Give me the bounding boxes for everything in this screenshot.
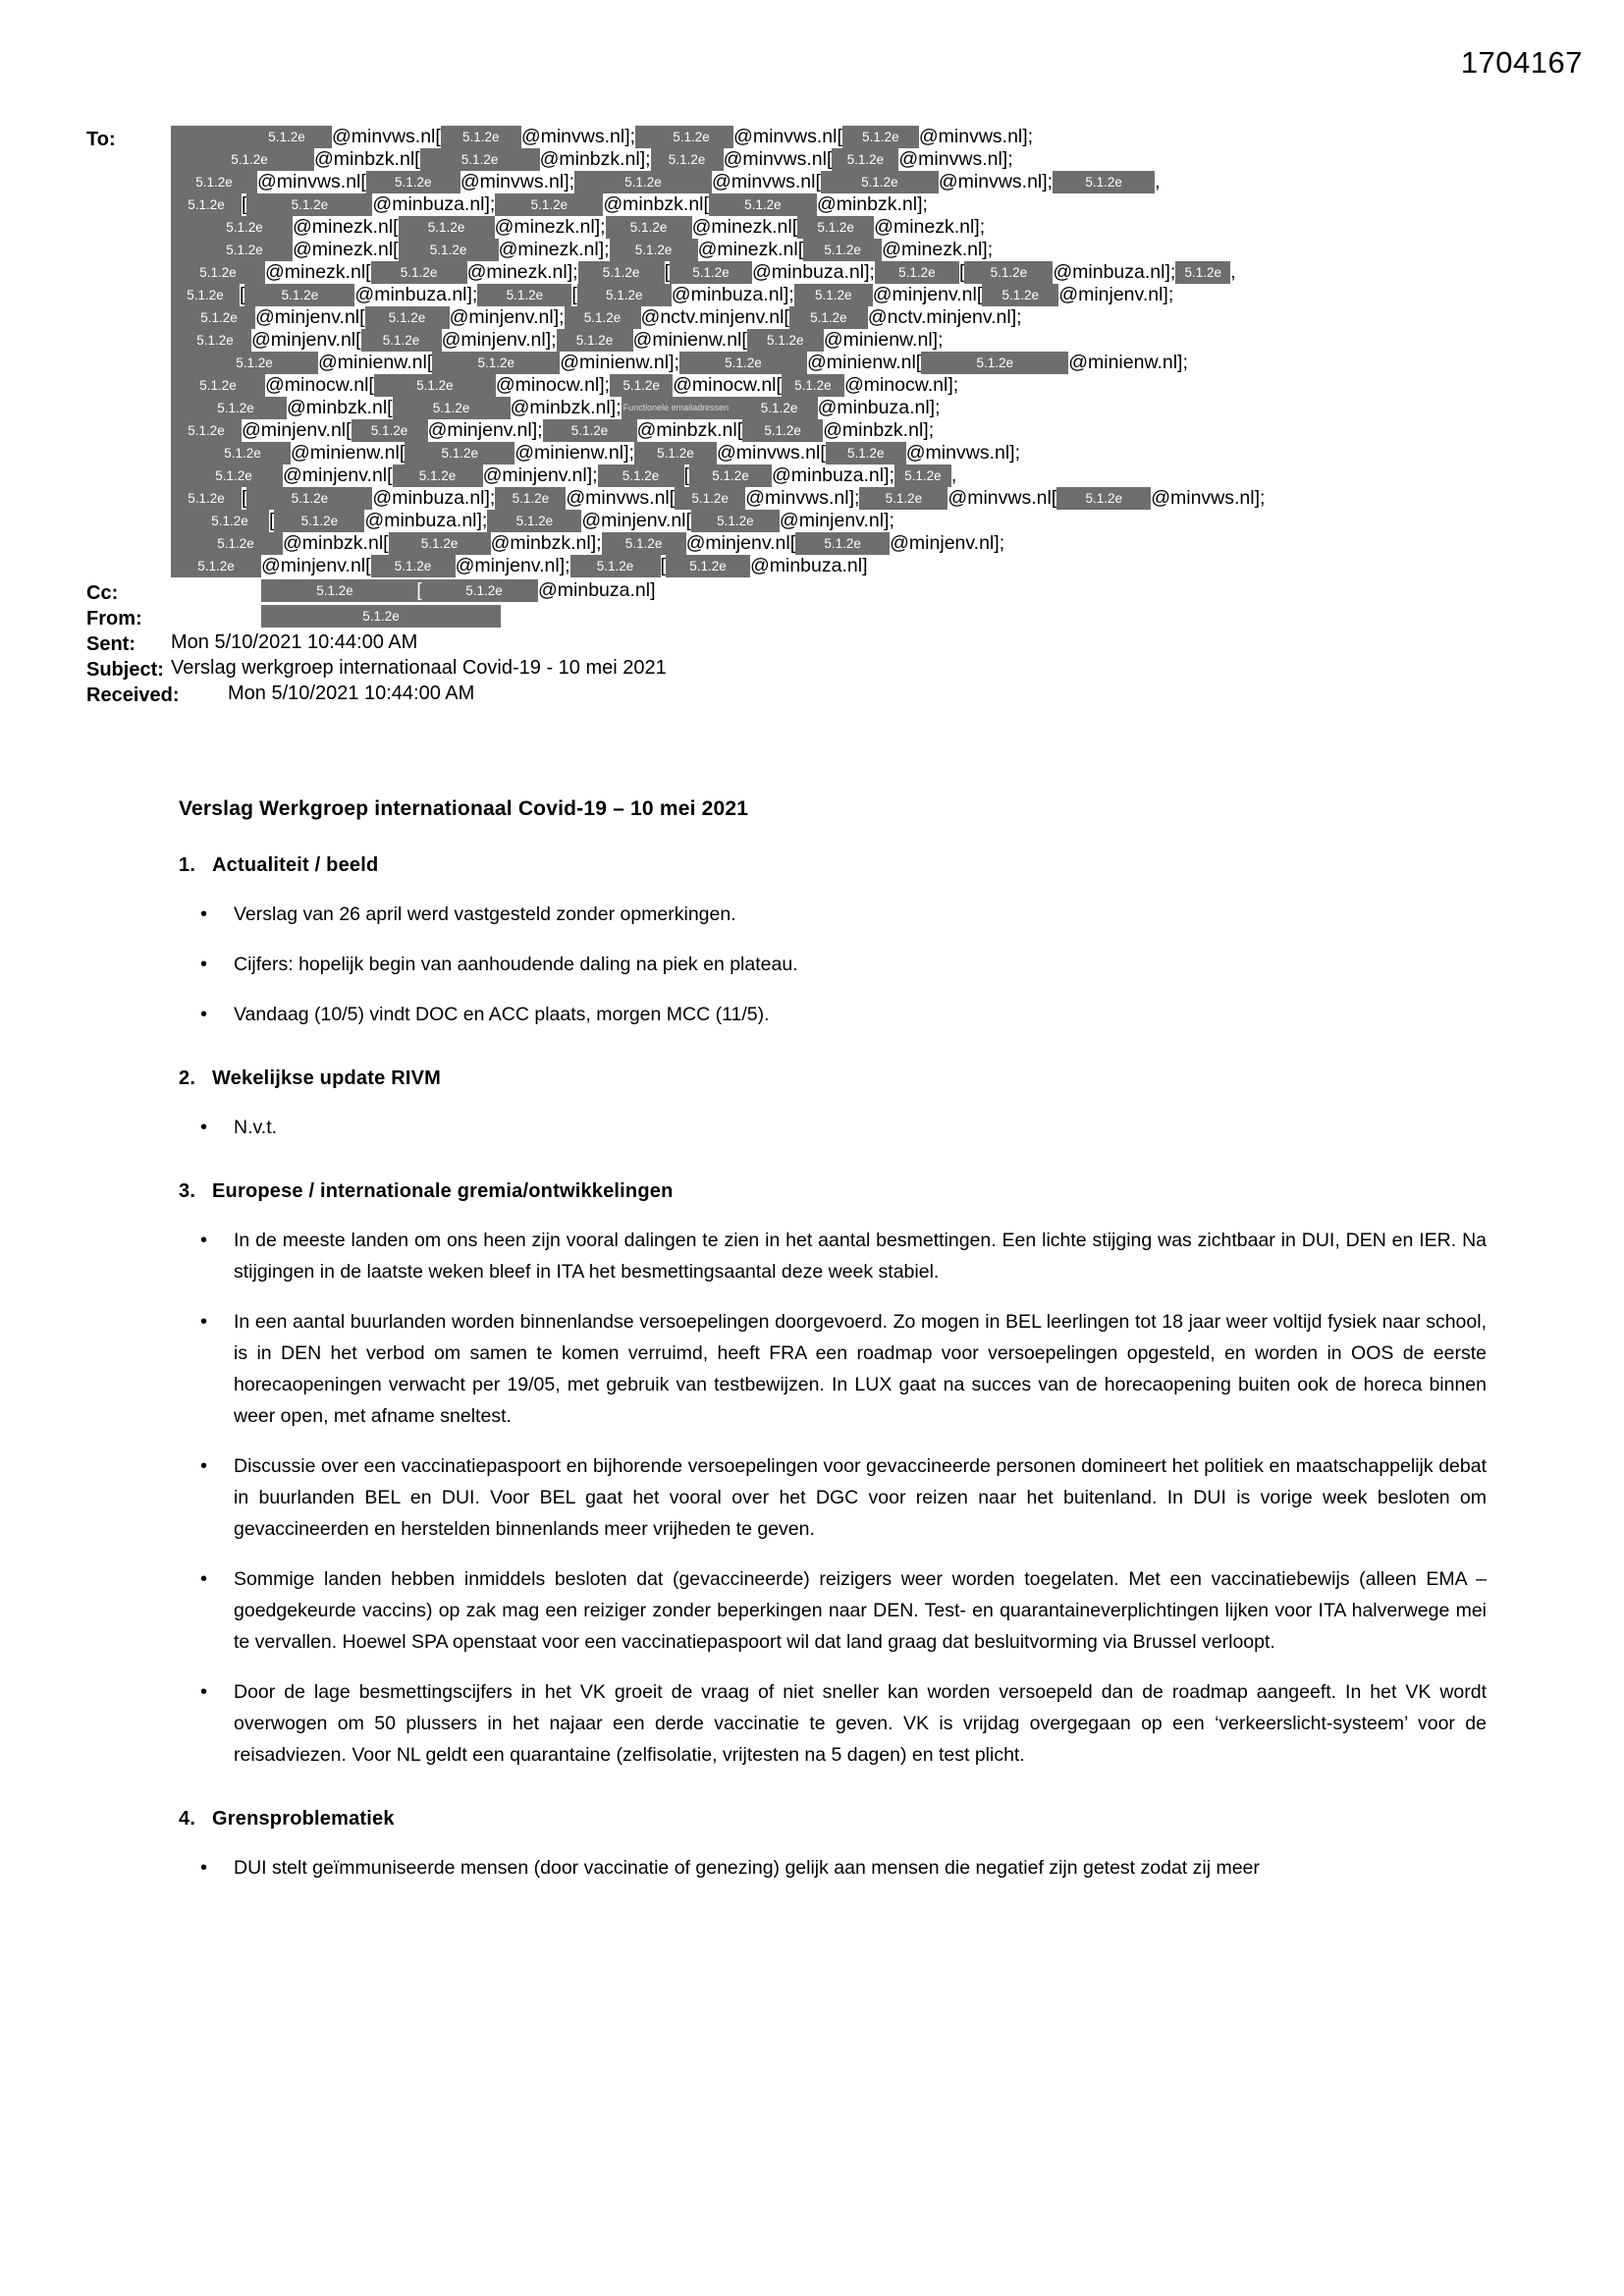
recipient-line <box>171 306 1624 329</box>
from-value <box>171 605 1579 629</box>
received-label: Received: <box>86 684 180 706</box>
recipient-domain: @minvws.nl]; <box>918 126 1034 147</box>
redaction-block: 5.1.2e <box>598 465 684 487</box>
recipient-line <box>171 487 1624 510</box>
cc-label: Cc: <box>86 582 119 604</box>
to-row <box>86 126 1579 577</box>
sent-value: Mon 5/10/2021 10:44:00 AM <box>171 631 418 653</box>
redaction-block: 5.1.2e <box>393 397 511 419</box>
redaction-block: 5.1.2e <box>171 374 265 397</box>
redaction-block: 5.1.2e <box>190 352 318 374</box>
recipient-domain: [ <box>660 555 666 576</box>
redaction-block: 5.1.2e <box>185 148 314 171</box>
redaction-block: 5.1.2e <box>361 329 442 352</box>
recipient-domain: @minbuza.nl]; <box>354 284 478 305</box>
recipient-domain: @nctv.minjenv.nl]; <box>867 306 1022 328</box>
recipient-domain: @minvws.nl]; <box>905 442 1020 464</box>
recipient-domain: @minocw.nl[ <box>673 374 782 396</box>
section <box>179 1067 1487 1143</box>
bullet-list <box>179 1225 1487 1771</box>
recipient-line <box>171 239 1624 261</box>
recipient-domain: @minbuza.nl]; <box>1053 261 1176 283</box>
recipient-domain: @minjenv.nl[ <box>251 329 361 351</box>
recipient-domain: @minvws.nl]; <box>938 171 1054 192</box>
recipient-domain: @minbzk.nl]; <box>823 419 935 441</box>
recipient-domain: @minbuza.nl]; <box>771 465 894 486</box>
page-title: Verslag Werkgroep internationaal Covid-19 – 10 mei 2021 <box>179 797 749 820</box>
redaction-block: 5.1.2e <box>859 487 947 510</box>
redaction-block: 5.1.2e <box>875 261 959 284</box>
recipient-domain: @minjenv.nl[ <box>255 306 365 328</box>
section-title: Wekelijkse update RIVM <box>212 1067 441 1089</box>
recipient-domain: @minezk.nl[ <box>293 216 399 238</box>
redaction-block: 5.1.2e <box>894 465 951 487</box>
bullet-item: • In een aantal buurlanden worden binnenlandse versoepelingen doorgevoerd. Zo mogen in BEL leerlingen tot 18 jaar weer voltijd fysiek naar school, is in DEN het verbod om samen te komen verruimd, heeft FRA een roadmap voor versoepelingen opgesteld, en worden in OOS de eerste horecaopeningen verwacht per 19/05, met gebruik van testbewijzen. In LUX gaat na succes van de horecaopening buiten ook de horeca binnen weer open, met afname sneltest. <box>179 1306 1487 1432</box>
recipient-line <box>171 442 1624 465</box>
redaction-block: 5.1.2e <box>171 419 242 442</box>
recipient-domain: @minjenv.nl[ <box>685 532 796 554</box>
redaction-block: 5.1.2e <box>171 193 242 216</box>
redaction-block: 5.1.2e <box>826 442 906 465</box>
redaction-block: 5.1.2e <box>842 126 919 148</box>
bullet-item: • Vandaag (10/5) vindt DOC en ACC plaats, morgen MCC (11/5). <box>179 999 1487 1030</box>
redaction-block: 5.1.2e <box>670 261 752 284</box>
redaction-block: 5.1.2e <box>1056 487 1151 510</box>
cc-domain: @minbuza.nl] <box>538 579 656 601</box>
recipient-line <box>171 193 1624 216</box>
recipient-domain: @minjenv.nl]; <box>1058 284 1174 305</box>
redaction-block: 5.1.2e <box>649 126 733 148</box>
recipient-domain: @minezk.nl]; <box>466 261 578 283</box>
redaction-block: 5.1.2e <box>389 532 491 555</box>
redaction-block: 5.1.2e <box>244 284 354 306</box>
redaction-fill <box>171 510 190 532</box>
recipient-domain: @minienw.nl[ <box>291 442 406 464</box>
section <box>179 1808 1487 1884</box>
recipient-domain: @minvws.nl[ <box>712 171 821 192</box>
bullet-item: • In de meeste landen om ons heen zijn vooral dalingen te zien in het aantal besmettingen. Een lichte stijging was zichtbaar in DUI, DEN en IER. Na stijgingen in de laatste weken bleef in ITA het besmettingsaantal deze week stabiel. <box>179 1225 1487 1287</box>
redaction-block: 5.1.2e <box>832 148 898 171</box>
redaction-block: 5.1.2e <box>352 419 428 442</box>
recipient-domain: @minbzk.nl[ <box>636 419 743 441</box>
from-label: From: <box>86 608 142 629</box>
redaction-block: 5.1.2e <box>709 193 817 216</box>
redaction-block: 5.1.2e <box>565 306 641 329</box>
recipient-domain: @minjenv.nl[ <box>283 465 393 486</box>
recipient-line <box>171 532 1624 555</box>
redaction-block: 5.1.2e <box>185 397 287 419</box>
redaction-block: 5.1.2e <box>495 193 603 216</box>
received-row <box>86 682 1579 707</box>
redaction-block: 5.1.2e <box>606 216 692 239</box>
redaction-block: 5.1.2e <box>794 284 873 306</box>
redaction-block: 5.1.2e <box>803 239 882 261</box>
redaction-block: 5.1.2e <box>543 419 637 442</box>
to-recipients-redacted <box>171 126 1624 577</box>
section-title: Actualiteit / beeld <box>212 854 379 876</box>
subject-label: Subject: <box>86 659 164 681</box>
redaction-block: 5.1.2e <box>797 216 874 239</box>
redaction-block: 5.1.2e <box>242 126 332 148</box>
recipient-domain: @minezk.nl]; <box>494 216 606 238</box>
recipient-domain: @minienw.nl[ <box>632 329 747 351</box>
section-title: Grensproblematiek <box>212 1808 395 1830</box>
recipient-line <box>171 555 1624 577</box>
redaction-block: 5.1.2e <box>246 487 372 510</box>
section <box>179 854 1487 1030</box>
recipient-domain: @nctv.minjenv.nl[ <box>640 306 789 328</box>
recipient-domain: @minocw.nl]; <box>843 374 959 396</box>
recipient-line <box>171 352 1624 374</box>
redaction-block: 5.1.2e <box>196 216 293 239</box>
redaction-block: 5.1.2e <box>602 532 686 555</box>
redaction-fill <box>171 397 185 419</box>
bullet-item: • DUI stelt geïmmuniseerde mensen (door vaccinatie of genezing) gelijk aan mensen die negatief zijn getest zodat zij meer <box>179 1852 1487 1884</box>
section-title: Europese / internationale gremia/ontwikkelingen <box>212 1180 674 1202</box>
recipient-domain: @minjenv.nl]; <box>890 532 1005 554</box>
redaction-block: 5.1.2e <box>574 171 712 193</box>
redaction-block: 5.1.2e <box>1175 261 1230 284</box>
received-value: Mon 5/10/2021 10:44:00 AM <box>228 683 475 704</box>
section-heading <box>179 1180 1487 1203</box>
recipient-domain: @minienw.nl]; <box>514 442 634 464</box>
redaction-block: 5.1.2e <box>430 579 538 602</box>
recipient-domain: @minjenv.nl]; <box>455 555 570 576</box>
redaction-block: 5.1.2e <box>374 374 496 397</box>
recipient-domain: @minezk.nl[ <box>265 261 371 283</box>
recipient-domain: @minvws.nl[ <box>723 148 833 170</box>
to-label: To: <box>86 129 116 150</box>
recipient-domain: @minienw.nl[ <box>806 352 922 373</box>
recipient-domain: @minvws.nl[ <box>947 487 1057 509</box>
recipient-domain: @minvws.nl[ <box>332 126 441 147</box>
redaction-block: 5.1.2e <box>666 555 750 577</box>
recipient-domain: [ <box>683 465 689 486</box>
recipient-domain: @minbzk.nl[ <box>314 148 420 170</box>
recipient-line <box>171 329 1624 352</box>
recipient-domain: @minvws.nl]; <box>898 148 1013 170</box>
document-body <box>179 797 1487 1921</box>
recipient-domain: @minvws.nl]; <box>1151 487 1266 509</box>
redaction-block: 5.1.2e <box>246 193 372 216</box>
recipient-line <box>171 171 1624 193</box>
recipient-domain: @minienw.nl]; <box>1068 352 1188 373</box>
recipient-domain: @minjenv.nl[ <box>872 284 983 305</box>
redaction-fill <box>171 352 190 374</box>
recipient-domain: @minezk.nl]; <box>874 216 986 238</box>
bullet-list <box>179 899 1487 1030</box>
redaction-block: 5.1.2e <box>691 510 780 532</box>
recipient-domain: , <box>1155 171 1161 192</box>
recipient-domain: @minbzk.nl]; <box>816 193 928 215</box>
recipient-domain: @minvws.nl[ <box>257 171 366 192</box>
recipient-domain: @minvws.nl[ <box>716 442 826 464</box>
sections-container <box>179 854 1487 1884</box>
redaction-block: 5.1.2e <box>171 487 242 510</box>
sent-label: Sent: <box>86 633 135 655</box>
redaction-block: 5.1.2e <box>393 465 483 487</box>
recipient-domain: @minbuza.nl]; <box>671 284 794 305</box>
recipient-domain: @minocw.nl[ <box>265 374 374 396</box>
redaction-block: 5.1.2e <box>610 239 698 261</box>
recipient-domain: @minbzk.nl[ <box>287 397 393 418</box>
redaction-block: 5.1.2e <box>399 239 499 261</box>
redaction-block: 5.1.2e <box>420 148 540 171</box>
redaction-block: 5.1.2e <box>741 397 818 419</box>
redaction-block: 5.1.2e <box>821 171 939 193</box>
redaction-block: 5.1.2e <box>578 261 665 284</box>
recipient-domain: @minienw.nl[ <box>318 352 433 373</box>
recipient-line <box>171 148 1624 171</box>
bullet-list <box>179 1852 1487 1884</box>
redaction-block: 5.1.2e <box>495 487 566 510</box>
to-value <box>171 126 1624 577</box>
recipient-domain: @minbzk.nl[ <box>603 193 709 215</box>
recipient-domain: , <box>1230 261 1236 283</box>
redaction-fill <box>171 239 196 261</box>
redaction-block: 5.1.2e <box>190 510 269 532</box>
redaction-block: 5.1.2e <box>747 329 824 352</box>
redaction-block: 5.1.2e <box>189 532 283 555</box>
bullet-item: • Cijfers: hopelijk begin van aanhoudende daling na piek en plateau. <box>179 949 1487 980</box>
section <box>179 1180 1487 1771</box>
bullet-item: • N.v.t. <box>179 1112 1487 1143</box>
sent-row <box>86 630 1579 656</box>
recipient-domain: , <box>950 465 957 486</box>
redaction-block: 5.1.2e <box>964 261 1053 284</box>
recipient-domain: @minezk.nl[ <box>691 216 798 238</box>
redaction-block: 5.1.2e <box>921 352 1068 374</box>
redaction-block: 5.1.2e <box>179 329 251 352</box>
recipient-domain: @minjenv.nl[ <box>581 510 691 531</box>
subject-value: Verslag werkgroep internationaal Covid-19 - 10 mei 2021 <box>171 657 667 679</box>
redaction-block: 5.1.2e <box>782 374 844 397</box>
redaction-block: 5.1.2e <box>742 419 823 442</box>
from-row <box>86 605 1579 630</box>
section-number: 1. <box>179 854 196 876</box>
redaction-fill <box>171 465 185 487</box>
recipient-line <box>171 419 1624 442</box>
redaction-block: 5.1.2e <box>689 465 772 487</box>
redaction-block: 5.1.2e <box>196 239 293 261</box>
section-heading <box>179 1808 1487 1831</box>
recipient-domain: @minbuza.nl]; <box>364 510 488 531</box>
redaction-fill <box>171 148 185 171</box>
redaction-block: 5.1.2e <box>365 306 450 329</box>
recipient-domain: [ <box>571 284 577 305</box>
redaction-block: 5.1.2e <box>399 216 495 239</box>
redaction-fill <box>635 126 649 148</box>
recipient-line <box>171 397 1624 419</box>
recipient-line <box>171 261 1624 284</box>
bullet-item: • Verslag van 26 april werd vastgesteld zonder opmerkingen. <box>179 899 1487 930</box>
cc-row <box>86 579 1579 605</box>
redaction-block: 5.1.2e <box>261 579 408 602</box>
recipient-domain: @minbzk.nl]; <box>490 532 602 554</box>
redaction-block: 5.1.2e <box>441 126 521 148</box>
recipient-domain: @minezk.nl[ <box>293 239 399 260</box>
functional-address-note: Functionele emailadressen <box>622 397 741 419</box>
recipient-domain: @minjenv.nl[ <box>242 419 352 441</box>
subject-row <box>86 656 1579 682</box>
recipient-domain: [ <box>240 284 245 305</box>
redaction-block: 5.1.2e <box>1053 171 1155 193</box>
recipient-domain: @minjenv.nl]; <box>482 465 598 486</box>
redaction-block: 5.1.2e <box>557 329 633 352</box>
recipient-domain: @minezk.nl]; <box>882 239 994 260</box>
redaction-fill <box>171 442 194 465</box>
email-header <box>86 126 1579 707</box>
recipient-domain: @minjenv.nl]; <box>441 329 557 351</box>
recipient-domain: @minezk.nl]; <box>498 239 610 260</box>
redaction-block: 5.1.2e <box>982 284 1058 306</box>
recipient-domain: [ <box>242 193 247 215</box>
recipient-domain: @minezk.nl[ <box>697 239 804 260</box>
recipient-domain: @minvws.nl]; <box>520 126 636 147</box>
redaction-block: 5.1.2e <box>610 374 673 397</box>
recipient-line <box>171 126 1624 148</box>
redaction-block: 5.1.2e <box>194 442 291 465</box>
redaction-block: 5.1.2e <box>183 306 255 329</box>
redaction-block: 5.1.2e <box>261 605 501 628</box>
recipient-domain: [ <box>664 261 670 283</box>
recipient-domain: @minjenv.nl]; <box>427 419 543 441</box>
bullet-item: • Door de lage besmettingscijfers in het VK groeit de vraag of niet sneller kan worden versoepeld dan de roadmap aangeeft. In het VK wordt overwogen om 50 plussers in het najaar een derde vaccinatie te geven. VK is vrijdag overgegaan op een ‘verkeerslicht-systeem’ voor de reisadviezen. Voor NL geldt een quarantaine (zelfisolatie, vrijtesten na 5 dagen) en test plicht. <box>179 1676 1487 1771</box>
recipient-domain: [ <box>242 487 247 509</box>
recipient-domain: @minienw.nl]; <box>823 329 944 351</box>
recipient-separator: [ <box>408 579 430 602</box>
redaction-block: 5.1.2e <box>185 465 283 487</box>
recipient-domain: [ <box>269 510 275 531</box>
recipient-domain: @minbuza.nl]; <box>817 397 941 418</box>
recipient-domain: @minvws.nl]; <box>745 487 860 509</box>
cc-value <box>171 579 1579 603</box>
redaction-block: 5.1.2e <box>371 261 467 284</box>
redaction-block: 5.1.2e <box>634 442 717 465</box>
recipient-line <box>171 284 1624 306</box>
section-number: 4. <box>179 1808 196 1830</box>
redaction-block: 5.1.2e <box>487 510 581 532</box>
spacer <box>171 605 261 628</box>
redaction-block: 5.1.2e <box>405 442 514 465</box>
redaction-block: 5.1.2e <box>366 171 460 193</box>
redaction-block: 5.1.2e <box>274 510 364 532</box>
redaction-block: 5.1.2e <box>171 284 240 306</box>
redaction-block: 5.1.2e <box>651 148 724 171</box>
bullet-item: • Sommige landen hebben inmiddels besloten dat (gevaccineerde) reizigers weer worden toegelaten. Met een vaccinatiebewijs (alleen EMA –goedgekeurde vaccins) op zak mag een reiziger zonder beperkingen naar DEN. Test- en quarantaineverplichtingen lijken voor ITA halverwege mei te vervallen. Hoewel SPA openstaat voor een vaccinatiepaspoort wil dat land graag dat besluitvorming via Brussel verloopt. <box>179 1563 1487 1658</box>
recipient-domain: @minienw.nl]; <box>560 352 679 373</box>
recipient-domain: @minbuza.nl] <box>749 555 868 576</box>
recipient-domain: @minbzk.nl]; <box>539 148 651 170</box>
redaction-block: 5.1.2e <box>477 284 571 306</box>
recipient-domain: @minjenv.nl]; <box>449 306 565 328</box>
recipient-line <box>171 216 1624 239</box>
recipient-domain: @minvws.nl]; <box>460 171 575 192</box>
redaction-block: 5.1.2e <box>577 284 672 306</box>
recipient-domain: @minbuza.nl]; <box>372 487 496 509</box>
recipient-domain: @minjenv.nl[ <box>261 555 371 576</box>
recipient-domain: @minbuza.nl]; <box>372 193 496 215</box>
recipient-domain: @minvws.nl[ <box>566 487 676 509</box>
recipient-domain: @minjenv.nl]; <box>779 510 894 531</box>
redaction-block: 5.1.2e <box>679 352 807 374</box>
redaction-block: 5.1.2e <box>171 555 261 577</box>
redaction-block: 5.1.2e <box>371 555 456 577</box>
section-number: 3. <box>179 1180 196 1202</box>
recipient-domain: @minbzk.nl[ <box>283 532 389 554</box>
redaction-fill <box>171 306 183 329</box>
recipient-domain: @minocw.nl]; <box>495 374 611 396</box>
redaction-fill <box>171 532 189 555</box>
redaction-block: 5.1.2e <box>171 171 257 193</box>
bullet-list <box>179 1112 1487 1143</box>
recipient-line <box>171 510 1624 532</box>
section-heading <box>179 1067 1487 1090</box>
bullet-item: • Discussie over een vaccinatiepaspoort en bijhorende versoepelingen voor gevaccineerde personen domineert het politiek en maatschappelijk debat in buurlanden BEL en DUI. Voor BEL gaat het vooral over het DGC voor reizen naar het buitenland. In DUI is vorige week besloten om gevaccineerden en herstelden binnenlands meer vrijheden te geven. <box>179 1450 1487 1545</box>
recipient-line <box>171 465 1624 487</box>
redaction-fill <box>171 329 179 352</box>
spacer <box>171 579 261 602</box>
recipient-domain: [ <box>958 261 965 283</box>
redaction-fill <box>171 126 242 148</box>
redaction-block: 5.1.2e <box>675 487 745 510</box>
redaction-block: 5.1.2e <box>570 555 661 577</box>
redaction-block: 5.1.2e <box>795 532 890 555</box>
recipient-domain: @minbuza.nl]; <box>752 261 875 283</box>
recipient-domain: @minbzk.nl]; <box>510 397 622 418</box>
section-number: 2. <box>179 1067 196 1089</box>
redaction-block: 5.1.2e <box>432 352 560 374</box>
document-number: 1704167 <box>1460 45 1583 80</box>
redaction-block: 5.1.2e <box>789 306 868 329</box>
recipient-domain: @minvws.nl[ <box>733 126 842 147</box>
redaction-fill <box>171 216 196 239</box>
redaction-block: 5.1.2e <box>171 261 265 284</box>
recipient-line <box>171 374 1624 397</box>
section-heading <box>179 854 1487 877</box>
